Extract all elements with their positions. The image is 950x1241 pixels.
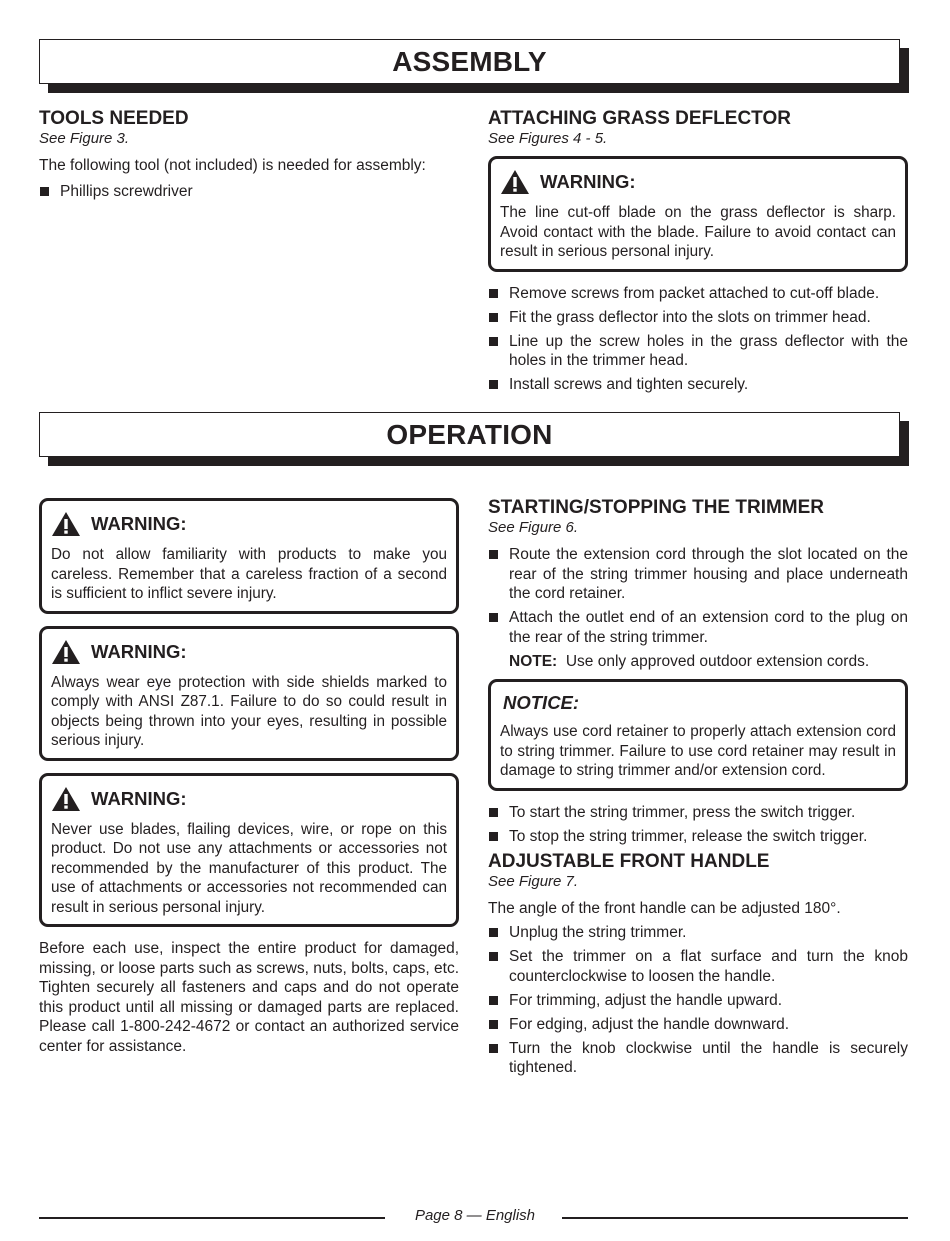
list-item: Remove screws from packet attached to cut-off blade. — [488, 284, 908, 304]
note-text: Use only approved outdoor extension cords. — [565, 652, 870, 670]
list-item: Turn the knob clockwise until the handle is securely tightened. — [488, 1039, 908, 1078]
tools-intro: The following tool (not included) is needed for assembly: — [39, 157, 426, 174]
deflector-steps — [488, 284, 908, 395]
notice-text: Always use cord retainer to properly attach extension cord to string trimmer. Failure to use cord retainer may result in damage to string trimmer and/or extension cord. — [500, 723, 896, 779]
warning-text: Do not allow familiarity with products to make you careless. Remember that a careless fraction of a second is sufficient to inflict severe injury. — [51, 546, 447, 602]
see-figure-6: See Figure 6. — [488, 519, 579, 536]
list-item: Install screws and tighten securely. — [488, 375, 908, 395]
warning-box — [39, 498, 459, 614]
list-item: Unplug the string trimmer. — [488, 923, 908, 943]
warning-triangle-icon — [51, 786, 81, 812]
see-figures-4-5: See Figures 4 - 5. — [488, 130, 608, 147]
operation-banner: OPERATION — [39, 412, 900, 457]
notice-box — [488, 679, 908, 791]
note-label: NOTE: — [509, 652, 558, 670]
operation-warnings — [39, 498, 459, 1056]
trigger-steps — [488, 803, 908, 847]
warning-triangle-icon — [500, 169, 530, 195]
tools-needed-section — [39, 108, 459, 206]
grass-deflector-heading: ATTACHING GRASS DEFLECTOR — [488, 108, 791, 129]
see-figure-3: See Figure 3. — [39, 130, 130, 147]
page-footer: Page 8 — English — [414, 1207, 536, 1224]
starting-steps — [488, 545, 908, 647]
list-item: Line up the screw holes in the grass deflector with the holes in the trimmer head. — [488, 332, 908, 371]
front-handle-heading: ADJUSTABLE FRONT HANDLE — [488, 850, 770, 872]
warning-title: WARNING: — [540, 171, 636, 192]
tools-needed-heading: TOOLS NEEDED — [39, 108, 189, 129]
warning-text: Never use blades, flailing devices, wire, or rope on this product. Do not use any attachments or accessories not recommended by the manufacturer of this product. The use of attachments or accessories not recommended can result in serious personal injury. — [51, 820, 447, 916]
warning-text: The line cut-off blade on the grass deflector is sharp. Avoid contact with the blade. Failure to avoid contact can result in serious personal injury. — [500, 204, 896, 260]
warning-box — [488, 156, 908, 272]
handle-steps — [488, 923, 908, 1078]
operation-right-column — [488, 497, 908, 1082]
list-item: To start the string trimmer, press the switch trigger. — [488, 803, 908, 823]
list-item: Phillips screwdriver — [39, 182, 459, 202]
see-figure-7: See Figure 7. — [488, 872, 579, 890]
inspect-text: Before each use, inspect the entire product for damaged, missing, or loose parts such as screws, nuts, bolts, caps, etc. Tighten securely all fasteners and caps and do not operate this product until all missing or damaged parts are replaced. Please call 1-800-242-4672 or contact an authorized service center for assistance. — [39, 940, 459, 1055]
warning-box — [39, 626, 459, 761]
warning-box — [39, 773, 459, 928]
tools-list — [39, 182, 459, 202]
list-item: Set the trimmer on a flat surface and turn the knob counterclockwise to loosen the handle. — [488, 947, 908, 986]
list-item: To stop the string trimmer, release the switch trigger. — [488, 827, 908, 847]
list-item: For edging, adjust the handle downward. — [488, 1015, 908, 1035]
warning-triangle-icon — [51, 639, 81, 665]
list-item: Route the extension cord through the slot located on the rear of the string trimmer housing and place underneath the cord retainer. — [488, 545, 908, 604]
starting-stopping-heading: STARTING/STOPPING THE TRIMMER — [488, 497, 825, 518]
note — [488, 652, 908, 672]
warning-text: Always wear eye protection with side shields marked to comply with ANSI Z87.1. Failure to do so could result in objects being thrown into your eyes, resulting in possible serious injury. — [51, 673, 447, 749]
assembly-banner: ASSEMBLY — [39, 39, 900, 84]
warning-title: WARNING: — [91, 787, 187, 809]
list-item: Attach the outlet end of an extension cord to the plug on the rear of the string trimmer. — [488, 608, 908, 647]
notice-title: NOTICE: — [503, 692, 580, 713]
handle-intro: The angle of the front handle can be adjusted 180°. — [488, 899, 841, 917]
warning-title: WARNING: — [91, 640, 187, 662]
list-item: For trimming, adjust the handle upward. — [488, 991, 908, 1011]
warning-title: WARNING: — [91, 513, 187, 534]
grass-deflector-section — [488, 108, 908, 399]
warning-triangle-icon — [51, 511, 81, 537]
list-item: Fit the grass deflector into the slots on trimmer head. — [488, 308, 908, 328]
